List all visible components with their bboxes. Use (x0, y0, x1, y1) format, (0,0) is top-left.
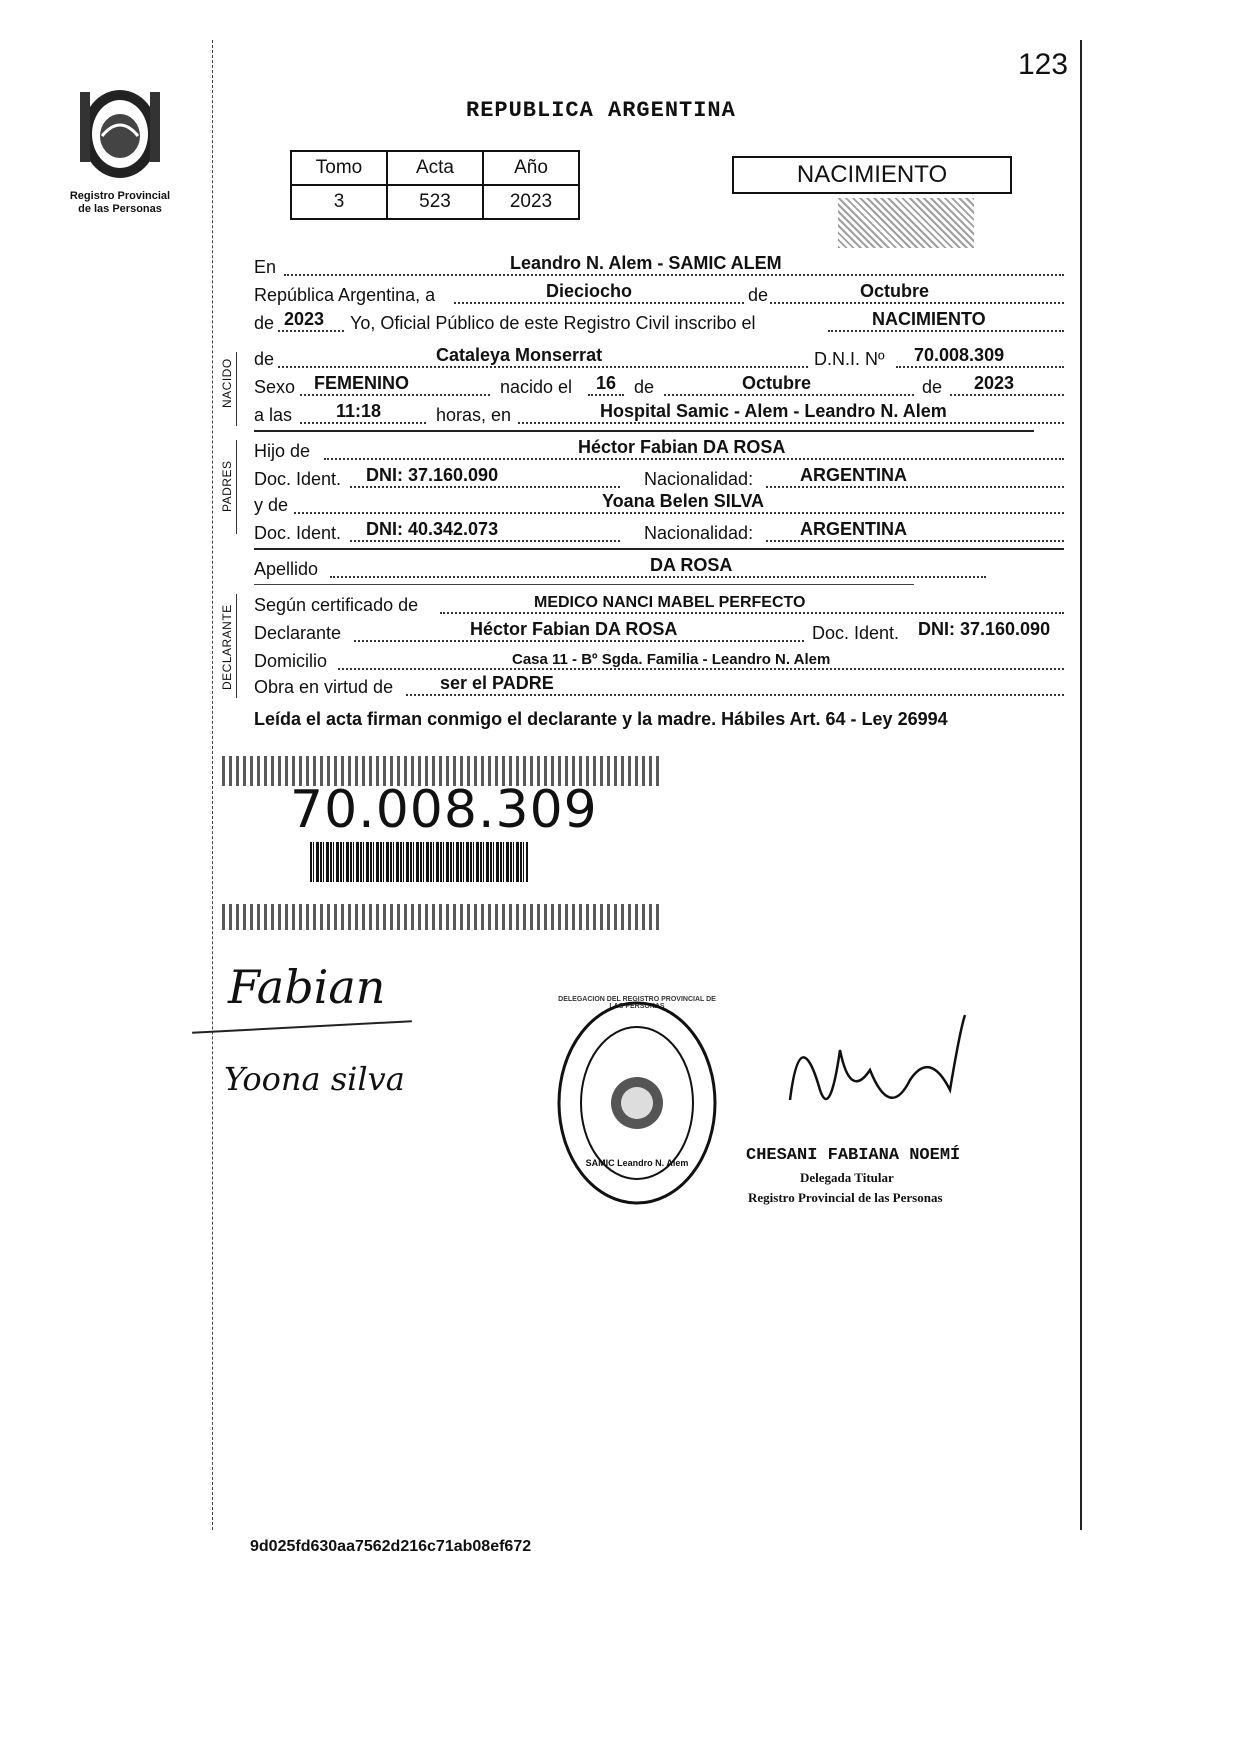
de-label: de (748, 285, 769, 305)
table-value-anio: 2023 (483, 185, 579, 219)
declarante-label: Declarante (254, 623, 342, 643)
security-band-bottom (222, 904, 660, 930)
official-title: Delegada Titular (800, 1170, 894, 1185)
alas-label: a las (254, 405, 293, 425)
republica-label: República Argentina, a (254, 285, 436, 305)
certificado-label: Según certificado de (254, 595, 419, 615)
table-header-anio: Año (483, 151, 579, 185)
nombre-nacido: Cataleya Monserrat (436, 345, 603, 365)
table-value-acta: 523 (387, 185, 483, 219)
mother-signature: Yoona silva (224, 1060, 405, 1098)
nacido-mes: Octubre (742, 373, 812, 393)
page-number: 123 (1018, 48, 1069, 81)
domicilio-label: Domicilio (254, 651, 328, 671)
madre-nac-label: Nacionalidad: (644, 523, 754, 543)
row-lugar (254, 252, 1064, 280)
table-header-tomo: Tomo (291, 151, 387, 185)
left-margin-line (212, 40, 213, 1530)
hijo-label: Hijo de (254, 441, 311, 461)
official-registry: Registro Provincial de las Personas (748, 1190, 943, 1205)
official-name: CHESANI FABIANA NOEMÍ (746, 1146, 961, 1165)
row-obra (254, 672, 1064, 700)
registry-seal (556, 996, 718, 1206)
padre-nombre: Héctor Fabian DA ROSA (578, 437, 786, 457)
oficial-text: Yo, Oficial Público de este Registro Civil inscribo el (350, 313, 756, 333)
document-title: REPUBLICA ARGENTINA (466, 98, 736, 123)
father-signature-stroke (192, 1020, 412, 1034)
horas-label: horas, en (436, 405, 512, 425)
row-declarante (254, 618, 1064, 646)
table-header-acta: Acta (387, 151, 483, 185)
row-nombre (254, 344, 1064, 372)
madre-nombre: Yoana Belen SILVA (602, 491, 765, 511)
security-hologram (838, 198, 974, 248)
dni-nacido: 70.008.309 (914, 345, 1005, 365)
apellido-label: Apellido (254, 559, 319, 579)
obra-value: ser el PADRE (440, 673, 554, 693)
act-type-box: NACIMIENTO (732, 156, 1012, 194)
hora-nacimiento: 11:18 (336, 401, 382, 421)
madre-doc: DNI: 40.342.073 (366, 519, 499, 539)
declarante-doc-label: Doc. Ident. (812, 623, 900, 643)
row-certificado (254, 590, 1064, 618)
padre-nac-label: Nacionalidad: (644, 469, 754, 489)
seal-inner-text: SAMIC Leandro N. Alem (585, 1158, 689, 1168)
lugar-nacimiento: Hospital Samic - Alem - Leandro N. Alem (600, 401, 947, 421)
province-logo (72, 84, 168, 184)
row-madre-doc (254, 518, 1064, 546)
padre-doc: DNI: 37.160.090 (366, 465, 499, 485)
tipo-inscripcion: NACIMIENTO (872, 309, 986, 329)
obra-label: Obra en virtud de (254, 677, 394, 697)
official-signature-mark (780, 1010, 970, 1130)
dni-label: D.N.I. Nº (814, 349, 885, 369)
declarante-doc: DNI: 37.160.090 (918, 619, 1051, 639)
registry-caption: Registro Provincial de las Personas (69, 190, 171, 215)
dia-inscripcion: Dieciocho (546, 281, 633, 301)
yde-label: y de (254, 495, 289, 515)
nacido-de2-label: de (922, 377, 943, 397)
nombre-label: de (254, 349, 275, 369)
id-number: 70.008.309 (290, 780, 598, 840)
row-apellido (254, 554, 1064, 582)
lugar-inscripcion: Leandro N. Alem - SAMIC ALEM (510, 253, 782, 273)
sexo-label: Sexo (254, 377, 296, 397)
row-padre-doc (254, 464, 1064, 492)
row-hora-lugar (254, 400, 1064, 428)
sexo-value: FEMENINO (314, 373, 410, 393)
barcode (310, 842, 528, 882)
seal-outer-text: DELEGACION DEL REGISTRO PROVINCIAL DE LAS PERSONAS (558, 996, 716, 1010)
row-padre (254, 436, 1064, 464)
row-fecha-inscripcion (254, 280, 1064, 308)
father-signature: Fabian (228, 960, 386, 1014)
apellido-value: DA ROSA (650, 555, 733, 575)
declarante-nombre: Héctor Fabian DA ROSA (470, 619, 678, 639)
de2-label: de (254, 313, 275, 333)
row-sexo (254, 372, 1064, 400)
madre-nacionalidad: ARGENTINA (800, 519, 907, 539)
document-hash: 9d025fd630aa7562d216c71ab08ef672 (250, 1538, 532, 1555)
side-label-declarante: DECLARANTE (220, 604, 234, 690)
row-domicilio (254, 646, 1064, 674)
right-margin-line (1080, 40, 1082, 1530)
record-table (290, 150, 580, 220)
en-label: En (254, 257, 277, 277)
padre-doc-label: Doc. Ident. (254, 469, 342, 489)
nacido-label: nacido el (500, 377, 573, 397)
closing-text: Leída el acta firman conmigo el declarante y la madre. Hábiles Art. 64 - Ley 26994 (254, 709, 948, 729)
madre-doc-label: Doc. Ident. (254, 523, 342, 543)
mes-inscripcion: Octubre (860, 281, 930, 301)
anio-inscripcion: 2023 (284, 309, 325, 329)
nacido-de-label: de (634, 377, 655, 397)
domicilio-value: Casa 11 - Bº Sgda. Familia - Leandro N. Alem (512, 651, 831, 668)
padre-nacionalidad: ARGENTINA (800, 465, 907, 485)
row-madre (254, 490, 1064, 518)
side-label-nacido: NACIDO (220, 358, 234, 408)
nacido-dia: 16 (596, 373, 617, 393)
side-label-padres: PADRES (220, 460, 234, 512)
table-value-tomo: 3 (291, 185, 387, 219)
nacido-anio: 2023 (974, 373, 1015, 393)
row-oficial (254, 308, 1064, 336)
certificado-value: MEDICO NANCI MABEL PERFECTO (534, 594, 806, 611)
